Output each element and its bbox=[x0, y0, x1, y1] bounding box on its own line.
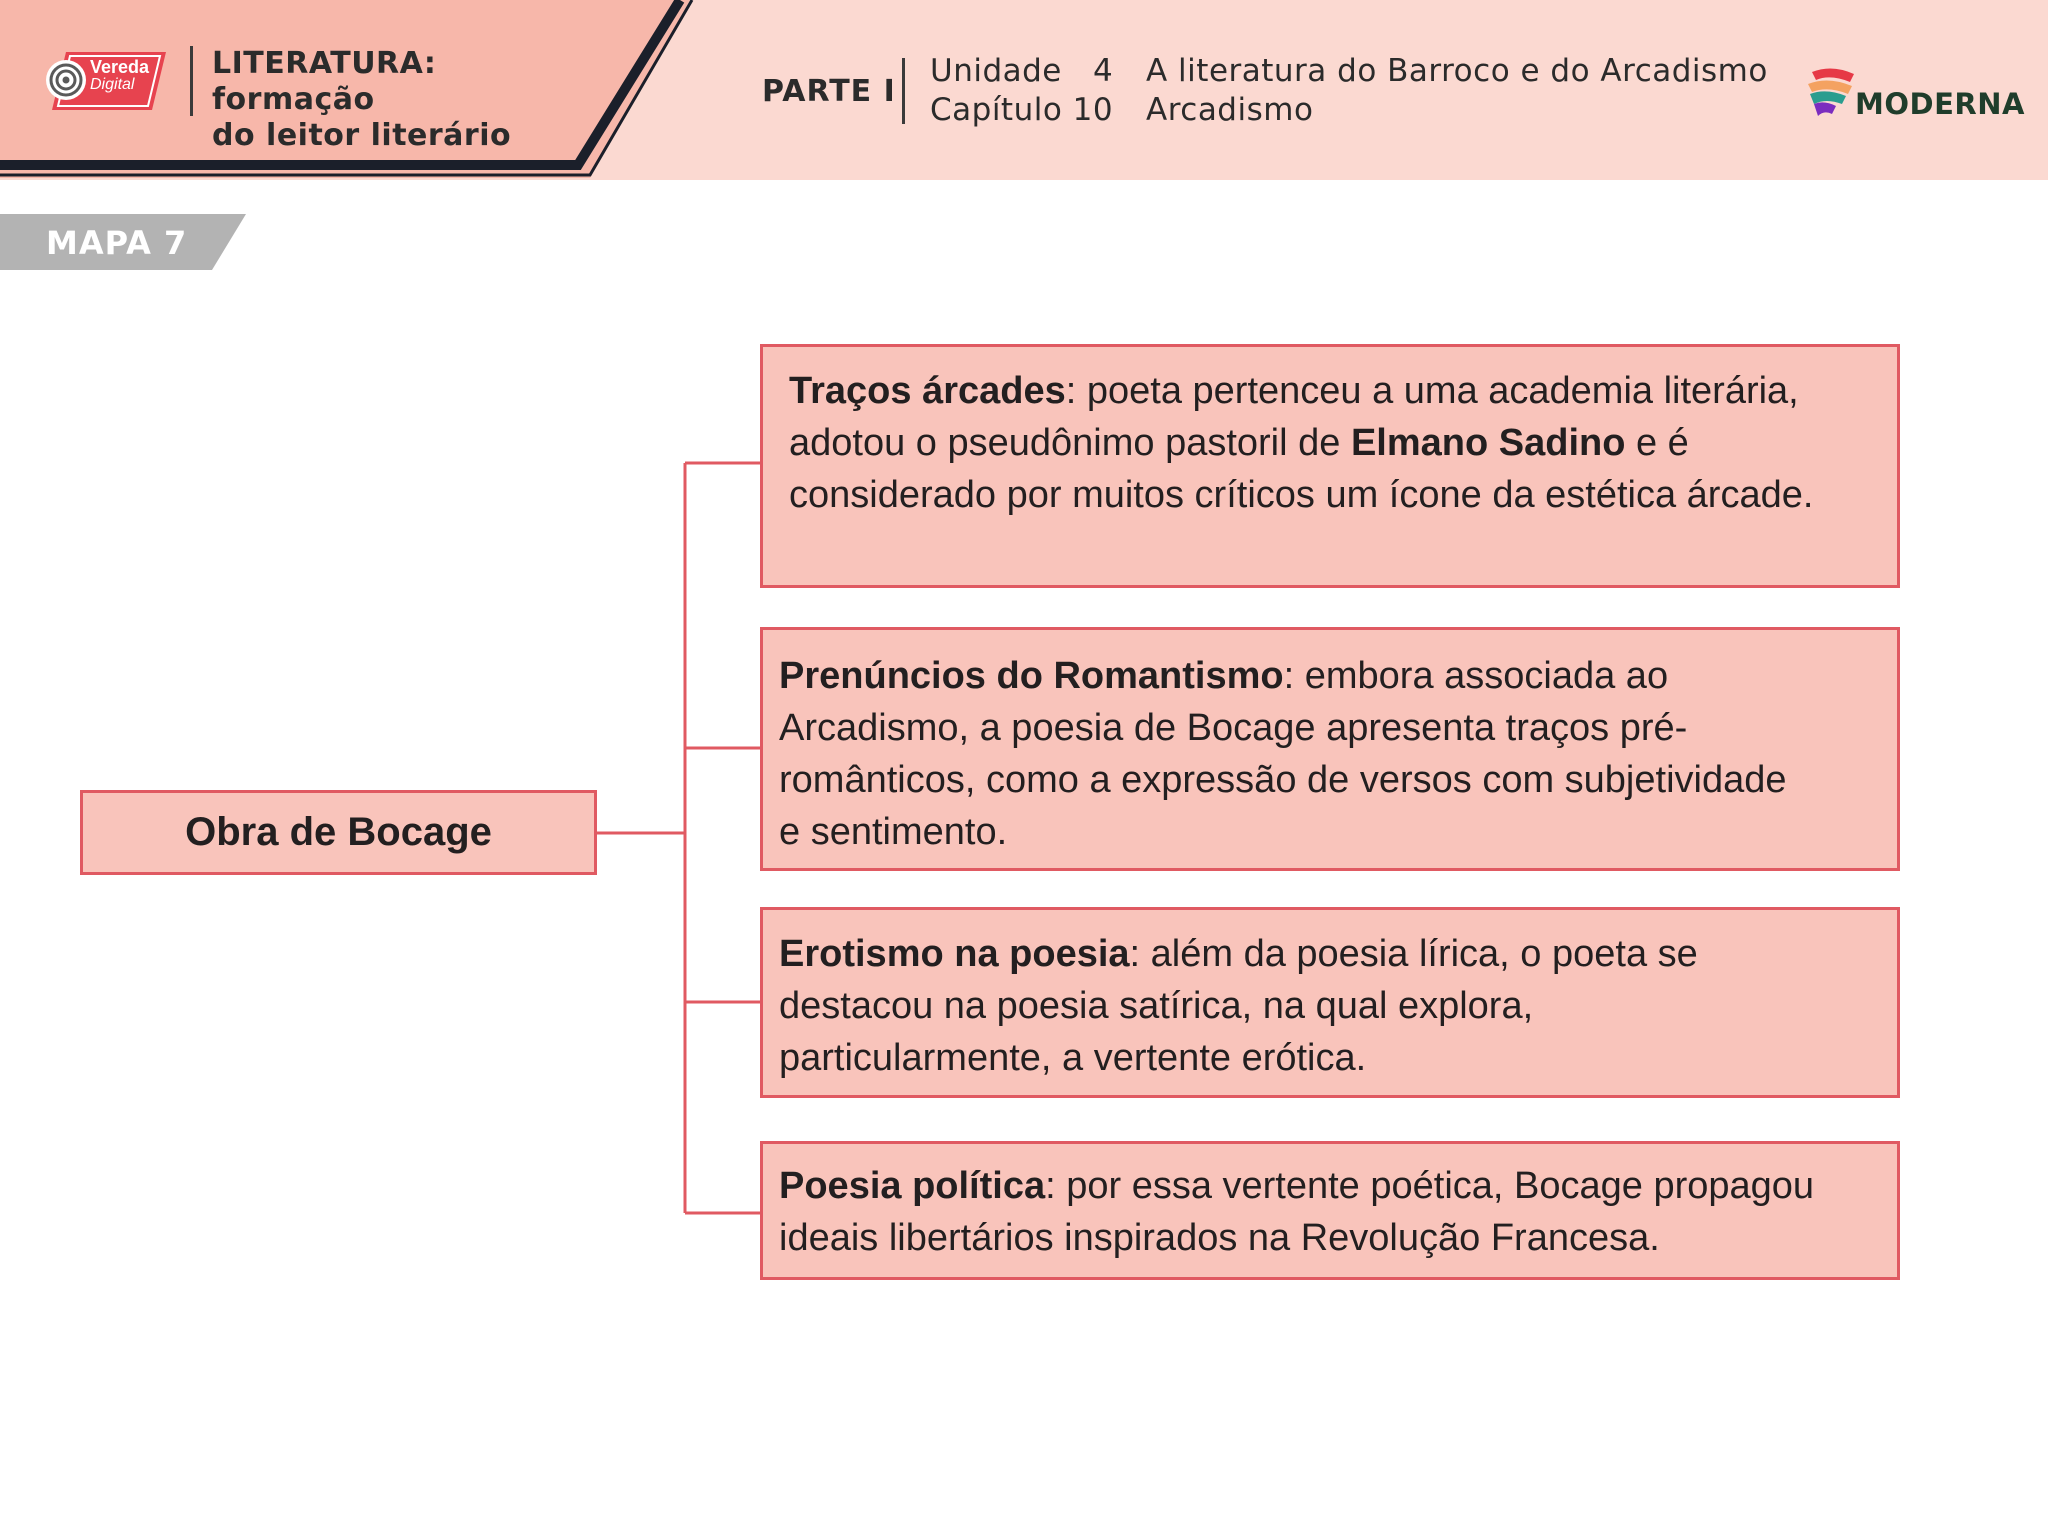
branch-body: : poeta pertenceu a uma academia literária, adotou o pseudônimo pastoril de bbox=[789, 370, 1799, 464]
part-label: PARTE I bbox=[762, 74, 896, 109]
branch-body: : além da poesia lírica, o poeta se destacou na poesia satírica, na qual explora, particularmente, a vertente erótica. bbox=[779, 933, 1698, 1079]
unit-number: 4 bbox=[1092, 53, 1114, 89]
branch-body: : por essa vertente poética, Bocage propagou ideais libertários inspirados na Revolução Francesa. bbox=[779, 1165, 1815, 1259]
branch-text-1 bbox=[789, 365, 1879, 521]
branch-title: Prenúncios do Romantismo bbox=[779, 655, 1284, 697]
branch-emphasis: Elmano Sadino bbox=[1350, 422, 1626, 464]
book-title-line-1: LITERATURA: formação bbox=[212, 46, 437, 117]
brand-line-2: Digital bbox=[90, 76, 135, 93]
unit-label: Unidade 4 bbox=[930, 53, 1114, 89]
map-tag-label: MAPA 7 bbox=[46, 224, 188, 262]
chapter-title: Arcadismo bbox=[1146, 92, 1314, 128]
branch-text-3 bbox=[779, 928, 1769, 1084]
branch-title: Erotismo na poesia bbox=[779, 933, 1130, 975]
branch-body-end: e é considerado por muitos críticos um ícone da estética árcade. bbox=[789, 422, 1814, 516]
branch-box-poesia-politica bbox=[760, 1141, 1900, 1280]
book-title-line-2: do leitor literário bbox=[212, 118, 512, 153]
root-node: Obra de Bocage bbox=[80, 790, 597, 875]
publisher-name: MODERNA bbox=[1855, 87, 2025, 121]
unit-title: A literatura do Barroco e do Arcadismo bbox=[1146, 53, 1768, 89]
chapter-label: Capítulo 10 bbox=[930, 92, 1114, 128]
branch-text-4 bbox=[779, 1160, 1894, 1264]
branch-box-erotismo-poesia bbox=[760, 907, 1900, 1098]
branch-box-prenuncios-romantismo bbox=[760, 627, 1900, 871]
brand-line-1: Vereda bbox=[90, 57, 150, 77]
branch-body: : embora associada ao Arcadismo, a poesia de Bocage apresenta traços pré-românticos, como a expressão de versos com subjetividade e sentimento. bbox=[779, 655, 1787, 853]
branch-title: Poesia política bbox=[779, 1165, 1046, 1207]
branch-title: Traços árcades bbox=[789, 370, 1066, 412]
branch-box-tracos-arcades bbox=[760, 344, 1900, 588]
branch-text-2 bbox=[779, 650, 1789, 858]
